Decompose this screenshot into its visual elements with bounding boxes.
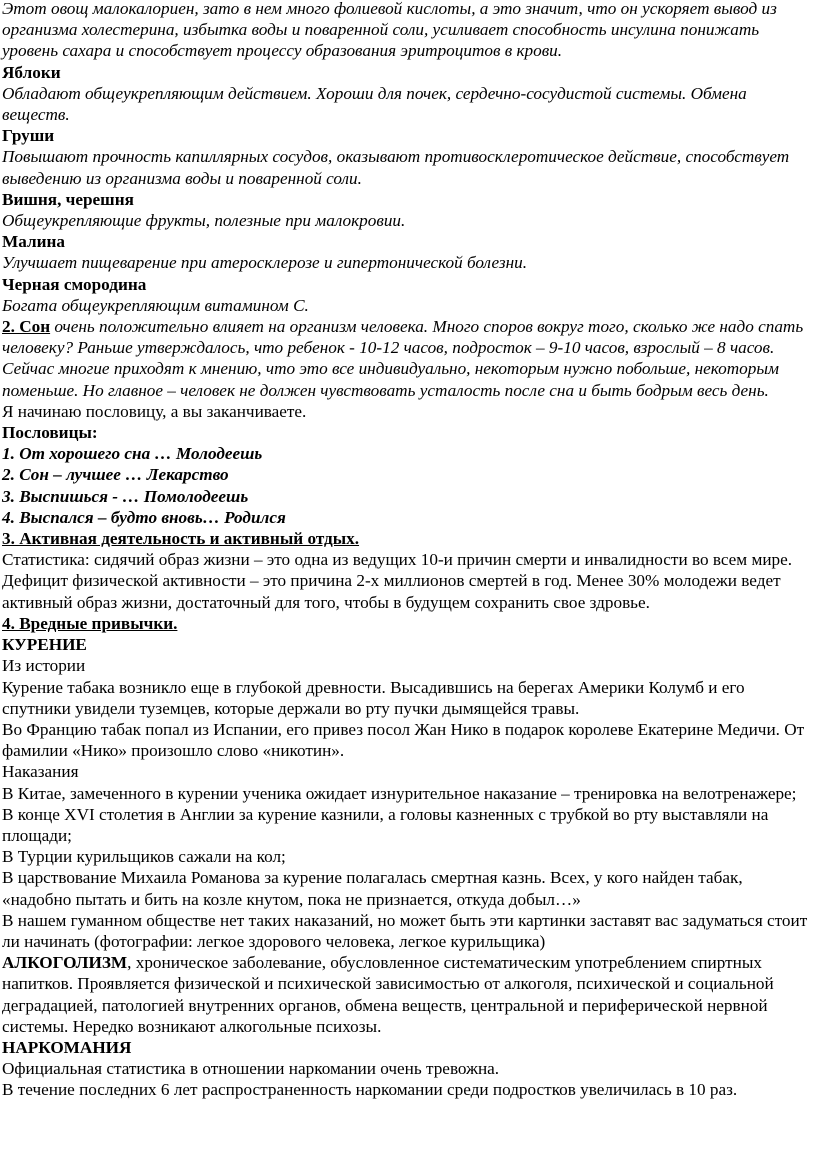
sleep-text: очень положительно влияет на организм человека. Много споров вокруг того, сколько же надо спать человеку? Раньше утверждалось, что ребенок - 10-12 часов, подросток – 9-10 часов, взрослый – 8 часов. Сейчас многие приходят к мнению, что это все индивидуально, некоторым нужно побольше, некоторым поменьше. Но главное – человек не должен чувствовать усталость после сна и быть бодрым весь день. [2, 317, 804, 400]
paragraph-pears: Повышают прочность капиллярных сосудов, оказывают противосклеротическое действие, способствует выведению из организма воды и поваренной соли. [2, 147, 790, 188]
proverb-item: 1. От хорошего сна … Молодеешь [2, 444, 263, 464]
paragraph-sleep [2, 316, 814, 401]
paragraph-punishments-label: Наказания [2, 762, 79, 782]
heading-apples: Яблоки [2, 62, 61, 82]
paragraph-raspberry: Улучшает пищеварение при атеросклерозе и гипертонической болезни. [2, 253, 527, 273]
paragraph-smoking-france: Во Францию табак попал из Испании, его привез посол Жан Нико в подарок королеве Екатерине Медичи. От фамилии «Нико» произошло слово «никотин». [2, 719, 805, 761]
paragraph-russia: В царствование Михаила Романова за курение полагалась смертная казнь. Всех, у кого найден табак, «надобно пытать и бить на козле кнутом, пока не признается, откуда добыл…» [2, 868, 743, 909]
heading-pears: Груши [2, 126, 55, 146]
paragraph-proverb-intro: Я начинаю пословицу, а вы заканчиваете. [2, 401, 307, 421]
paragraph-activity: Статистика: сидячий образ жизни – это одна из ведущих 10-и причин смерти и инвалидности во всем мире. Дефицит физической активности – это причина 2-х миллионов смертей в год. Менее 30% молодежи ведет активный образ жизни, достаточный для того, чтобы в будущем сохранить свое здровье. [2, 550, 793, 612]
paragraph-china: В Китае, замеченного в курении ученика ожидает изнурительное наказание – тренировка на велотренажере; [2, 783, 797, 803]
paragraph-currant: Богата общеукрепляющим витамином С. [2, 295, 309, 315]
proverb-item: 2. Сон – лучшее … Лекарство [2, 465, 229, 485]
heading-currant: Черная смородина [2, 274, 147, 294]
heading-habits: 4. Вредные привычки. [2, 613, 178, 633]
paragraph-smoking-origin: Курение табака возникло еще в глубокой древности. Высадившись на берегах Америки Колумб и его спутники увидели туземцев, которые держали во рту пучки дымящейся травы. [2, 677, 745, 718]
paragraph-history-label: Из истории [2, 656, 86, 676]
proverb-item: 3. Выспишься - … Помолодеешь [2, 486, 249, 506]
proverb-item: 4. Выспался – будто вновь… Родился [2, 507, 286, 527]
heading-activity: 3. Активная деятельность и активный отдых. [2, 529, 360, 549]
paragraph-cherry: Общеукрепляющие фрукты, полезные при малокровии. [2, 211, 406, 231]
paragraph-drugs-statistics: Официальная статистика в отношении наркомании очень тревожна. [2, 1059, 500, 1079]
heading-alcoholism: АЛКОГОЛИЗМ [2, 953, 128, 973]
heading-raspberry: Малина [2, 232, 66, 252]
paragraph-england: В конце XVI столетия в Англии за курение казнили, а головы казненных с трубкой во рту выставляли на площади; [2, 804, 769, 845]
paragraph-turkey: В Турции курильщиков сажали на кол; [2, 847, 286, 867]
alcoholism-text: , хроническое заболевание, обусловленное систематическим употреблением спиртных напитков. Проявляется физической и психической зависимостью от алкоголя, психической и социальной деградацией, патологией внутренних органов, обмена веществ, центральной и периферической нервной системы. Нередко возникают алкогольные психозы. [2, 953, 774, 1036]
paragraph-society: В нашем гуманном обществе нет таких наказаний, но может быть эти картинки заставят вас задуматься стоит ли начинать (фотографии: легкое здорового человека, легкое курильщика) [2, 910, 808, 951]
paragraph-apples: Обладают общеукрепляющим действием. Хороши для почек, сердечно-сосудистой системы. Обмена веществ. [2, 83, 747, 125]
heading-drugs: НАРКОМАНИЯ [2, 1037, 132, 1057]
heading-sleep: 2. Сон [2, 317, 51, 337]
paragraph-drugs-growth: В течение последних 6 лет распространенность наркомании среди подростков увеличилась в 10 раз. [2, 1080, 738, 1100]
paragraph-alcoholism [2, 952, 814, 1037]
paragraph-intro: Этот овощ малокалориен, зато в нем много фолиевой кислоты, а это значит, что он ускоряет вывод из организма холестерина, избытка воды и поваренной соли, усиливает способность инсулина понижать уровень сахара и способствует процессу образования эритроцитов в крови. [2, 0, 777, 61]
heading-smoking: КУРЕНИЕ [2, 635, 87, 655]
heading-proverbs: Пословицы: [2, 423, 98, 443]
heading-cherry: Вишня, черешня [2, 189, 134, 209]
